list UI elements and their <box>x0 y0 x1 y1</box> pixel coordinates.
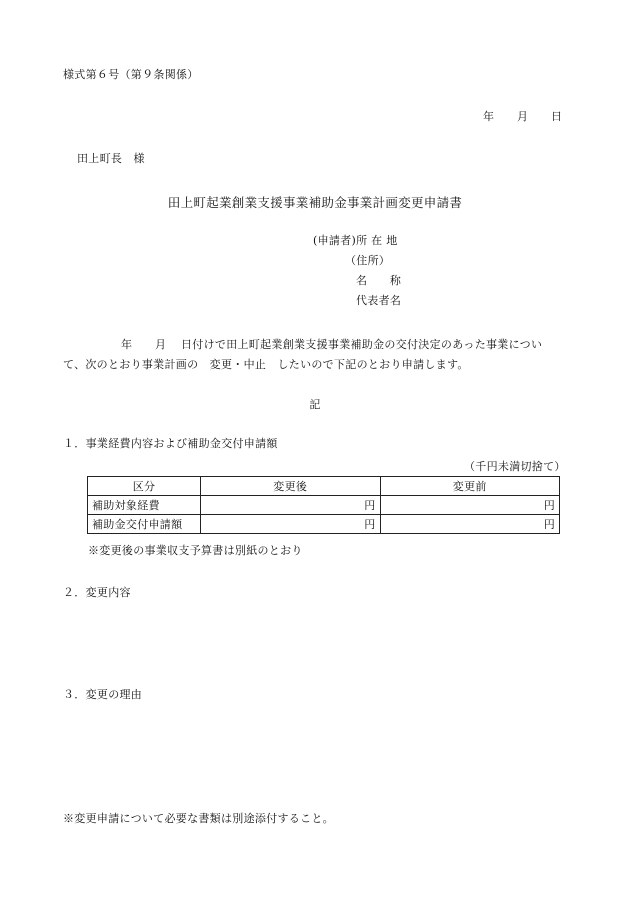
form-number: 様式第６号（第９条関係） <box>63 68 199 81</box>
document-title: 田上町起業創業支援事業補助金事業計画変更申請書 <box>167 195 463 210</box>
section1-heading: １．事業経費内容および補助金交付申請額 <box>63 437 278 450</box>
footer-note: ※変更申請について必要な書類は別途添付すること。 <box>63 812 334 825</box>
unit-note: （千円未満切捨て） <box>464 460 566 473</box>
applicant-block <box>313 231 401 311</box>
table-row <box>88 496 560 515</box>
table-header-row <box>88 477 560 496</box>
body-paragraph <box>63 335 573 375</box>
header-before: 変更前 <box>380 477 560 496</box>
date-day: 日 <box>551 110 563 123</box>
body-month: 月 <box>155 338 167 351</box>
header-after: 変更後 <box>201 477 381 496</box>
expense-table <box>87 476 560 534</box>
body-text-line1: 日付けで田上町起業創業支援事業補助金の交付決定のあった事業につい <box>181 338 543 351</box>
table-row <box>88 515 560 534</box>
applicant-residence-label: （住所） <box>345 254 391 267</box>
ki-heading: 記 <box>309 398 321 411</box>
row-after-value: 円 <box>201 496 381 515</box>
table-note: ※変更後の事業収支予算書は別紙のとおり <box>88 544 303 557</box>
row-label: 補助対象経費 <box>88 496 201 515</box>
section3-heading: ３．変更の理由 <box>63 688 143 701</box>
body-text-line2: て、次のとおり事業計画の 変更・中止 したいので下記のとおり申請します。 <box>63 358 469 371</box>
body-year: 年 <box>121 338 133 351</box>
section2-heading: ２．変更内容 <box>63 586 131 599</box>
applicant-representative-label: 代表者名 <box>356 294 402 307</box>
applicant-name-label: 名 称 <box>356 274 402 287</box>
date-month: 月 <box>517 110 529 123</box>
row-label: 補助金交付申請額 <box>88 515 201 534</box>
addressee: 田上町長 様 <box>77 152 145 165</box>
row-before-value: 円 <box>380 496 560 515</box>
applicant-address-label: (申請者)所 在 地 <box>313 234 398 247</box>
row-after-value: 円 <box>201 515 381 534</box>
header-category: 区分 <box>88 477 201 496</box>
date-year: 年 <box>483 110 495 123</box>
date-line <box>483 108 562 124</box>
row-before-value: 円 <box>380 515 560 534</box>
